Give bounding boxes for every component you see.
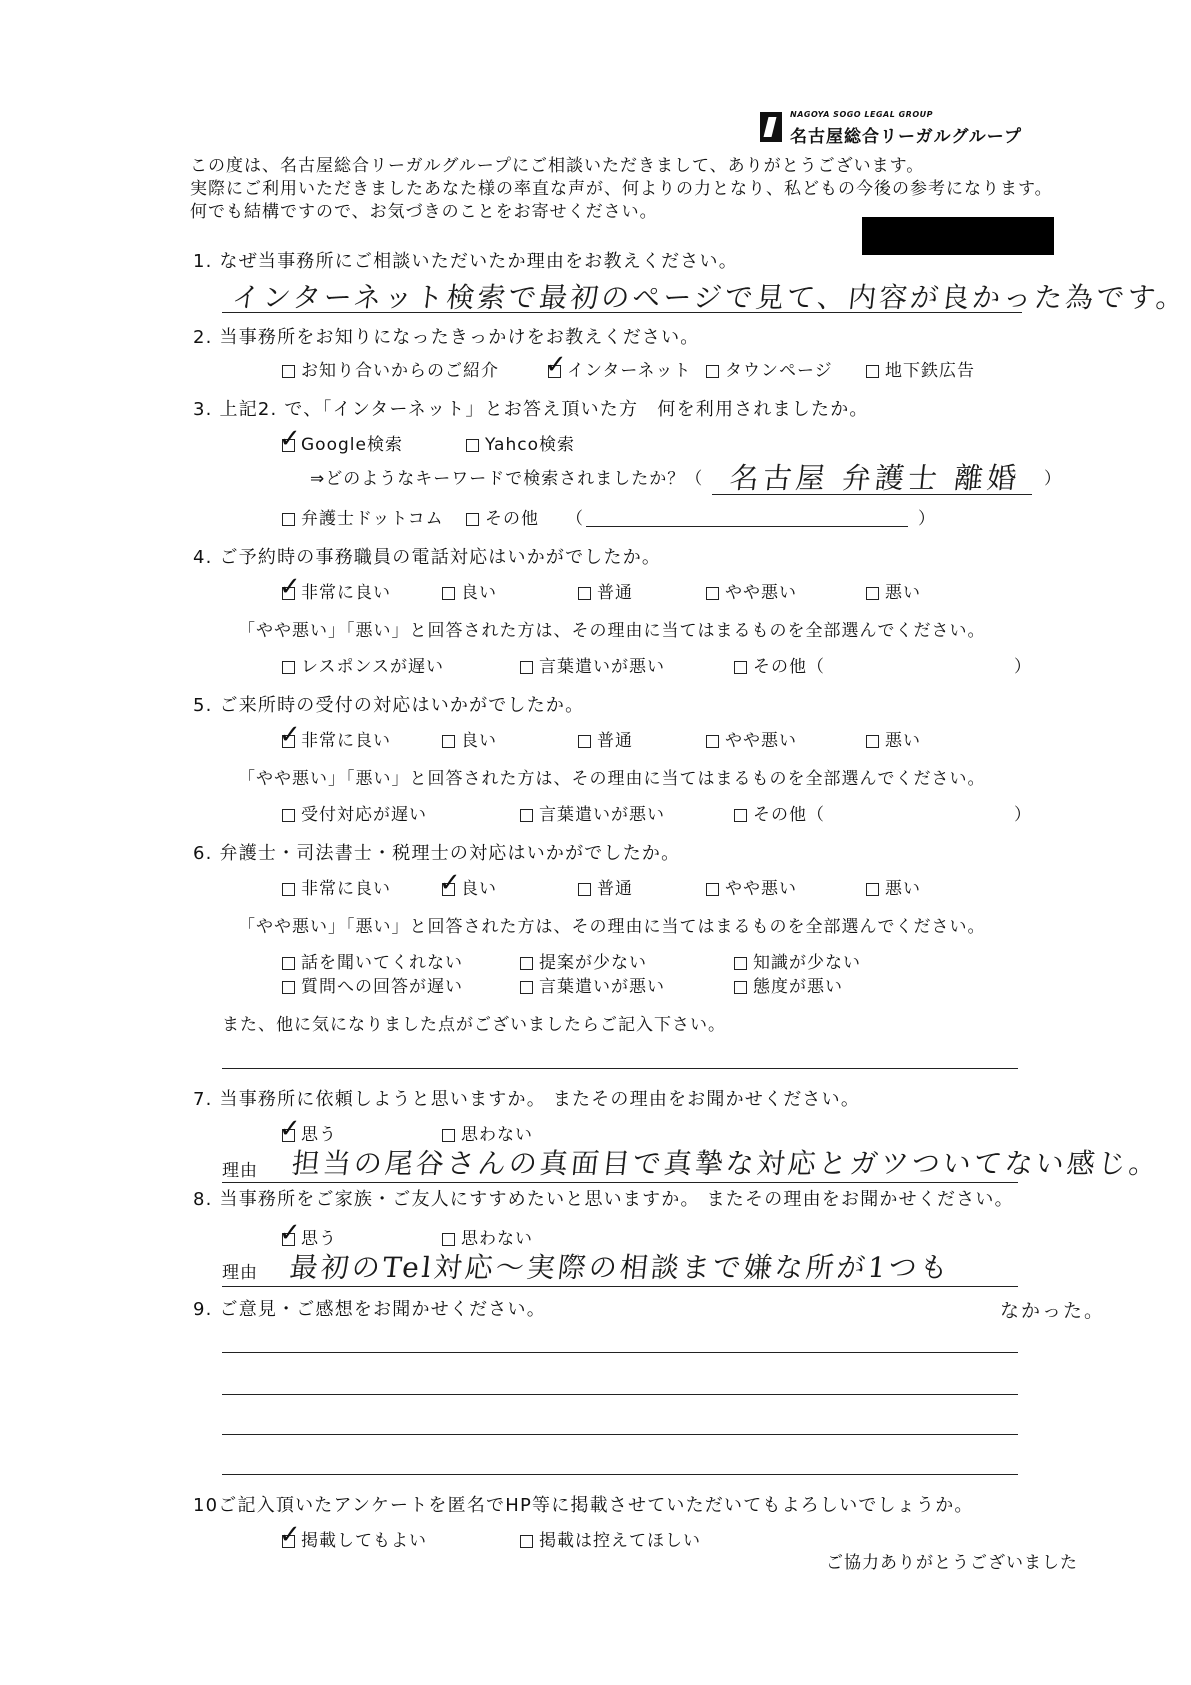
q6-comment-line[interactable]: [222, 1068, 1018, 1069]
q5-reason-close: ）: [1014, 805, 1032, 825]
check-mark-icon: ✓: [545, 349, 568, 380]
checkbox[interactable]: [866, 735, 879, 748]
q4-followup: 「やや悪い」「悪い」と回答された方は、その理由に当てはまるものを全部選んでください。: [238, 621, 986, 641]
q6-option-somewhat-bad[interactable]: やや悪い: [706, 878, 797, 900]
q6-reason-wording[interactable]: 言葉遣いが悪い: [520, 976, 665, 998]
q6-reason-little-knowledge[interactable]: 知識が少ない: [734, 952, 861, 974]
q7-reason-answer: 担当の尾谷さんの真面目で真摯な対応とガツついてない感じ。: [290, 1147, 1162, 1180]
checkbox[interactable]: [279, 571, 302, 602]
checkbox[interactable]: [282, 365, 295, 378]
q9-line-4[interactable]: [222, 1474, 1018, 1475]
q10-option-allow[interactable]: ✓ 掲載してもよい: [279, 1519, 427, 1551]
checkbox[interactable]: [282, 661, 295, 674]
checkbox[interactable]: [439, 867, 462, 898]
group-logo-icon: [760, 112, 782, 142]
intro-line-1: この度は、名古屋総合リーガルグループにご相談いただきまして、ありがとうございます。: [190, 156, 925, 176]
q8-label: 8. 当事務所をご家族・ご友人にすすめたいと思いますか。 またその理由をお聞かせください。: [193, 1189, 1014, 1210]
q7-reason-label: 理由: [222, 1161, 258, 1181]
q5-reason-slow[interactable]: 受付対応が遅い: [282, 804, 427, 826]
checkbox[interactable]: [866, 365, 879, 378]
checkbox[interactable]: [466, 513, 479, 526]
intro-line-3: 何でも結構ですので、お気づきのことをお寄せください。: [190, 202, 658, 222]
checkbox[interactable]: [282, 883, 295, 896]
checkbox[interactable]: [706, 883, 719, 896]
q4-reason-wording[interactable]: 言葉遣いが悪い: [520, 656, 665, 678]
checkbox[interactable]: [734, 809, 747, 822]
checkbox[interactable]: [282, 513, 295, 526]
q3-option-bengoshi-dotcom[interactable]: 弁護士ドットコム: [282, 508, 444, 530]
q6-followup: 「やや悪い」「悪い」と回答された方は、その理由に当てはまるものを全部選んでください。: [238, 917, 986, 937]
checkbox[interactable]: [442, 587, 455, 600]
checkbox[interactable]: [734, 661, 747, 674]
q2-option-townpage[interactable]: タウンページ: [706, 360, 833, 382]
checkbox[interactable]: [578, 883, 591, 896]
q9-line-3[interactable]: [222, 1434, 1018, 1435]
q9-line-1[interactable]: [222, 1352, 1018, 1353]
q3-keyword-close: ）: [1044, 469, 1062, 489]
checkbox[interactable]: [279, 423, 302, 454]
q9-label: 9. ご意見・ご感想をお聞かせください。: [193, 1299, 546, 1320]
group-name-en: NAGOYA SOGO LEGAL GROUP: [790, 110, 933, 119]
check-mark-icon: ✓: [279, 1519, 302, 1550]
q6-comment-prompt: また、他に気になりました点がございましたらご記入下さい。: [222, 1015, 726, 1035]
checkbox[interactable]: [520, 809, 533, 822]
checkbox[interactable]: [578, 587, 591, 600]
q6-reason-few-proposals[interactable]: 提案が少ない: [520, 952, 647, 974]
q10-option-decline[interactable]: 掲載は控えてほしい: [520, 1530, 701, 1552]
q6-reason-not-listening[interactable]: 話を聞いてくれない: [282, 952, 463, 974]
q5-option-good[interactable]: 良い: [442, 730, 497, 752]
checkbox[interactable]: [545, 349, 568, 380]
q2-option-referral[interactable]: お知り合いからのご紹介: [282, 360, 499, 382]
q8-option-yes[interactable]: ✓ 思う: [279, 1217, 337, 1249]
q4-reason-slow[interactable]: レスポンスが遅い: [282, 656, 444, 678]
q8-option-no[interactable]: 思わない: [442, 1228, 533, 1250]
checkbox[interactable]: [279, 1519, 302, 1550]
checkbox[interactable]: [466, 439, 479, 452]
q1-answer-line: [222, 312, 1022, 313]
checkbox[interactable]: [706, 735, 719, 748]
checkbox[interactable]: [866, 883, 879, 896]
q6-option-normal[interactable]: 普通: [578, 878, 633, 900]
q3-option-google[interactable]: ✓ Google検索: [279, 423, 403, 455]
q2-option-subway[interactable]: 地下鉄広告: [866, 360, 975, 382]
checkbox[interactable]: [282, 809, 295, 822]
check-mark-icon: ✓: [439, 867, 462, 898]
q6-option-bad[interactable]: 悪い: [866, 878, 921, 900]
redacted-field: [862, 217, 1054, 255]
checkbox[interactable]: [279, 1217, 302, 1248]
q3-keyword-line: [712, 494, 1032, 495]
q7-option-yes[interactable]: ✓ 思う: [279, 1113, 337, 1145]
intro-line-2: 実際にご利用いただきましたあなた様の率直な声が、何よりの力となり、私どもの今後の参考になります。: [190, 179, 1053, 199]
q4-option-very-good[interactable]: ✓ 非常に良い: [279, 571, 391, 603]
checkbox[interactable]: [442, 1129, 455, 1142]
q6-label: 6. 弁護士・司法書士・税理士の対応はいかがでしたか。: [193, 843, 681, 864]
checkbox[interactable]: [520, 981, 533, 994]
checkbox[interactable]: [279, 719, 302, 750]
q5-option-bad[interactable]: 悪い: [866, 730, 921, 752]
q4-option-normal[interactable]: 普通: [578, 582, 633, 604]
q5-option-very-good[interactable]: ✓ 非常に良い: [279, 719, 391, 751]
check-mark-icon: ✓: [279, 571, 302, 602]
q7-label: 7. 当事務所に依頼しようと思いますか。 またその理由をお聞かせください。: [193, 1089, 861, 1110]
q9-line-2[interactable]: [222, 1394, 1018, 1395]
checkbox[interactable]: [520, 1535, 533, 1548]
check-mark-icon: ✓: [279, 423, 302, 454]
q4-option-good[interactable]: 良い: [442, 582, 497, 604]
checkbox[interactable]: [520, 957, 533, 970]
checkbox[interactable]: [866, 587, 879, 600]
checkbox[interactable]: [279, 1113, 302, 1144]
q4-reason-close: ）: [1014, 657, 1032, 677]
q4-option-somewhat-bad[interactable]: やや悪い: [706, 582, 797, 604]
q8-reason-answer: 最初のTel対応～実際の相談まで嫌な所が1つも: [288, 1251, 953, 1284]
check-mark-icon: ✓: [279, 1113, 302, 1144]
checkbox[interactable]: [578, 735, 591, 748]
check-mark-icon: ✓: [279, 719, 302, 750]
check-mark-icon: ✓: [279, 1217, 302, 1248]
q5-reason-wording[interactable]: 言葉遣いが悪い: [520, 804, 665, 826]
checkbox[interactable]: [282, 957, 295, 970]
checkbox[interactable]: [734, 981, 747, 994]
q2-option-internet[interactable]: ✓ インターネット: [545, 349, 692, 381]
q6-option-very-good[interactable]: 非常に良い: [282, 878, 391, 900]
q1-answer: インターネット検索で最初のページで見て、内容が良かった為です。: [230, 281, 1189, 314]
q7-reason-line: [222, 1182, 1018, 1183]
checkbox[interactable]: [520, 661, 533, 674]
q5-followup: 「やや悪い」「悪い」と回答された方は、その理由に当てはまるものを全部選んでください。: [238, 769, 986, 789]
group-name-jp: 名古屋総合リーガルグループ: [790, 127, 1022, 147]
q4-label: 4. ご予約時の事務職員の電話対応はいかがでしたか。: [193, 547, 662, 568]
q4-option-bad[interactable]: 悪い: [866, 582, 921, 604]
q5-option-somewhat-bad[interactable]: やや悪い: [706, 730, 797, 752]
checkbox[interactable]: [706, 365, 719, 378]
checkbox[interactable]: [282, 981, 295, 994]
checkbox[interactable]: [442, 1233, 455, 1246]
q7-option-no[interactable]: 思わない: [442, 1124, 533, 1146]
closing-thanks: ご協力ありがとうございました: [826, 1553, 1078, 1573]
q1-label: 1. なぜ当事務所にご相談いただいたか理由をお教えください。: [193, 251, 738, 272]
q4-reason-other[interactable]: その他（: [734, 656, 825, 678]
q3-other-close: ）: [918, 509, 936, 529]
q8-reason-label: 理由: [222, 1263, 258, 1283]
q3-label: 3. 上記2. で、「インターネット」とお答え頂いた方 何を利用されましたか。: [193, 399, 869, 420]
q3-other-open: （: [566, 509, 584, 529]
q5-reason-other[interactable]: その他（: [734, 804, 825, 826]
q8-reason-line: [222, 1286, 1018, 1287]
checkbox[interactable]: [706, 587, 719, 600]
q3-option-yahoo[interactable]: Yahco検索: [466, 434, 575, 456]
q5-option-normal[interactable]: 普通: [578, 730, 633, 752]
q8-reason-answer-cont: なかった。: [1000, 1300, 1106, 1322]
checkbox[interactable]: [734, 957, 747, 970]
q10-label: 10ご記入頂いたアンケートを匿名でHP等に掲載させていただいてもよろしいでしょうか。: [193, 1495, 974, 1516]
q6-reason-slow-answers[interactable]: 質問への回答が遅い: [282, 976, 463, 998]
q3-other-line[interactable]: [586, 526, 908, 527]
q6-option-good[interactable]: ✓ 良い: [439, 867, 497, 899]
q3-keyword-answer: 名古屋 弁護士 離婚: [728, 461, 1023, 495]
checkbox[interactable]: [442, 735, 455, 748]
q5-label: 5. ご来所時の受付の対応はいかがでしたか。: [193, 695, 585, 716]
q3-option-other[interactable]: その他: [466, 508, 539, 530]
q6-reason-attitude[interactable]: 態度が悪い: [734, 976, 843, 998]
q2-label: 2. 当事務所をお知りになったきっかけをお教えください。: [193, 327, 700, 348]
q3-keyword-prompt: ⇒どのようなキーワードで検索されましたか？（: [310, 469, 704, 489]
